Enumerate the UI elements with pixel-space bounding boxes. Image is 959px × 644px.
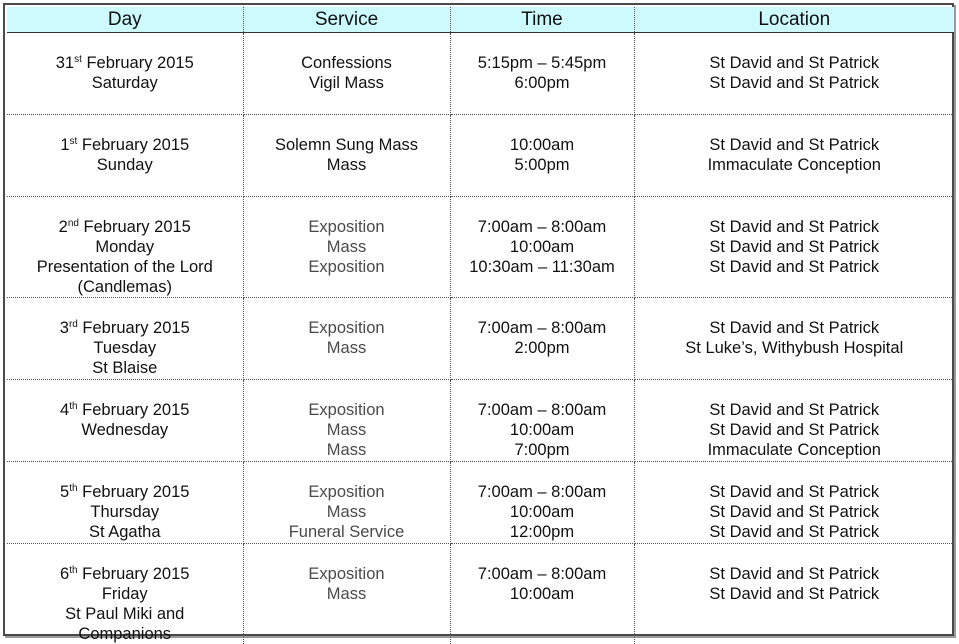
date-ordinal-suffix: nd — [68, 218, 79, 229]
day-cell — [7, 115, 243, 197]
location-cell — [634, 298, 954, 380]
time-text: 7:00am – 8:00am — [453, 482, 632, 502]
date-month-year: February 2015 — [78, 319, 190, 337]
day-cell — [7, 197, 243, 298]
feast-text: Presentation of the Lord — [9, 257, 241, 277]
day-cell — [7, 298, 243, 380]
date-number: 1 — [60, 136, 69, 154]
location-text: St David and St Patrick — [637, 420, 953, 440]
time-text: 10:00am — [453, 584, 632, 604]
service-text: Mass — [246, 338, 448, 358]
location-text: St David and St Patrick — [637, 522, 953, 542]
time-cell — [450, 544, 634, 644]
time-text: 7:00am – 8:00am — [453, 400, 632, 420]
time-text: 2:00pm — [453, 338, 632, 358]
date-text — [9, 217, 241, 237]
date-number: 6 — [60, 565, 69, 583]
header-day: Day — [7, 7, 243, 33]
service-text: Mass — [246, 440, 448, 460]
schedule-body — [7, 33, 954, 644]
date-month-year: February 2015 — [79, 218, 191, 236]
date-ordinal-suffix: rd — [69, 319, 78, 330]
time-text: 10:00am — [453, 420, 632, 440]
service-text: Mass — [246, 584, 448, 604]
location-cell — [634, 33, 954, 115]
date-text — [9, 53, 241, 73]
service-cell — [243, 298, 450, 380]
date-number: 5 — [60, 483, 69, 501]
schedule-frame — [3, 3, 954, 636]
location-text: St David and St Patrick — [637, 237, 953, 257]
header-row — [7, 7, 954, 33]
weekday-text: Tuesday — [9, 338, 241, 358]
service-cell — [243, 544, 450, 644]
date-number: 31 — [56, 54, 74, 72]
time-text: 5:15pm – 5:45pm — [453, 53, 632, 73]
time-text: 7:00pm — [453, 440, 632, 460]
service-text: Exposition — [246, 564, 448, 584]
day-cell — [7, 462, 243, 544]
header-service: Service — [243, 7, 450, 33]
location-cell — [634, 197, 954, 298]
service-text: Exposition — [246, 482, 448, 502]
date-text — [9, 482, 241, 502]
service-text: Exposition — [246, 217, 448, 237]
date-ordinal-suffix: th — [69, 401, 77, 412]
time-text: 10:00am — [453, 502, 632, 522]
date-month-year: February 2015 — [77, 136, 189, 154]
feast-text: Companions — [9, 624, 241, 644]
table-row — [7, 298, 954, 380]
service-text: Vigil Mass — [246, 73, 448, 93]
service-text: Funeral Service — [246, 522, 448, 542]
day-cell — [7, 380, 243, 462]
service-text: Solemn Sung Mass — [246, 135, 448, 155]
feast-text: (Candlemas) — [9, 277, 241, 297]
service-text: Mass — [246, 502, 448, 522]
feast-text: St Agatha — [9, 522, 241, 542]
date-number: 3 — [60, 319, 69, 337]
service-text: Exposition — [246, 257, 448, 277]
date-ordinal-suffix: th — [69, 565, 77, 576]
weekday-text: Monday — [9, 237, 241, 257]
table-row — [7, 33, 954, 115]
time-cell — [450, 197, 634, 298]
service-text: Mass — [246, 237, 448, 257]
location-text: St David and St Patrick — [637, 257, 953, 277]
time-cell — [450, 115, 634, 197]
date-ordinal-suffix: st — [74, 54, 82, 65]
date-month-year: February 2015 — [78, 401, 190, 419]
location-text: St David and St Patrick — [637, 400, 953, 420]
weekday-text: Thursday — [9, 502, 241, 522]
location-text: St David and St Patrick — [637, 584, 953, 604]
location-text: St Luke’s, Withybush Hospital — [637, 338, 953, 358]
feast-text: St Blaise — [9, 358, 241, 378]
location-cell — [634, 380, 954, 462]
location-text: St David and St Patrick — [637, 482, 953, 502]
location-text: St David and St Patrick — [637, 73, 953, 93]
location-text: Immaculate Conception — [637, 155, 953, 175]
location-cell — [634, 462, 954, 544]
time-text: 6:00pm — [453, 73, 632, 93]
header-time: Time — [450, 7, 634, 33]
location-cell — [634, 115, 954, 197]
day-cell — [7, 544, 243, 644]
time-text: 7:00am – 8:00am — [453, 564, 632, 584]
service-cell — [243, 380, 450, 462]
date-text — [9, 400, 241, 420]
date-text — [9, 135, 241, 155]
date-month-year: February 2015 — [78, 565, 190, 583]
service-cell — [243, 115, 450, 197]
date-number: 4 — [60, 401, 69, 419]
table-row — [7, 380, 954, 462]
time-cell — [450, 380, 634, 462]
time-text: 12:00pm — [453, 522, 632, 542]
service-cell — [243, 33, 450, 115]
header-location: Location — [634, 7, 954, 33]
date-month-year: February 2015 — [78, 483, 190, 501]
service-text: Mass — [246, 420, 448, 440]
service-text: Mass — [246, 155, 448, 175]
time-cell — [450, 298, 634, 380]
feast-text: St Paul Miki and — [9, 604, 241, 624]
time-text: 10:00am — [453, 237, 632, 257]
service-text: Confessions — [246, 53, 448, 73]
location-text: Immaculate Conception — [637, 440, 953, 460]
time-cell — [450, 462, 634, 544]
location-text: St David and St Patrick — [637, 564, 953, 584]
weekday-text: Sunday — [9, 155, 241, 175]
mass-schedule-table — [7, 7, 954, 644]
time-text: 10:00am — [453, 135, 632, 155]
location-text: St David and St Patrick — [637, 53, 953, 73]
table-row — [7, 462, 954, 544]
table-row — [7, 544, 954, 644]
weekday-text: Saturday — [9, 73, 241, 93]
location-text: St David and St Patrick — [637, 502, 953, 522]
weekday-text: Friday — [9, 584, 241, 604]
date-number: 2 — [59, 218, 68, 236]
service-cell — [243, 197, 450, 298]
date-month-year: February 2015 — [82, 54, 194, 72]
location-text: St David and St Patrick — [637, 135, 953, 155]
date-text — [9, 318, 241, 338]
time-text: 7:00am – 8:00am — [453, 318, 632, 338]
location-cell — [634, 544, 954, 644]
service-text: Exposition — [246, 318, 448, 338]
table-row — [7, 197, 954, 298]
date-ordinal-suffix: st — [70, 136, 78, 147]
time-text: 10:30am – 11:30am — [453, 257, 632, 277]
date-text — [9, 564, 241, 584]
time-cell — [450, 33, 634, 115]
time-text: 7:00am – 8:00am — [453, 217, 632, 237]
location-text: St David and St Patrick — [637, 217, 953, 237]
service-cell — [243, 462, 450, 544]
table-row — [7, 115, 954, 197]
date-ordinal-suffix: th — [69, 483, 77, 494]
weekday-text: Wednesday — [9, 420, 241, 440]
service-text: Exposition — [246, 400, 448, 420]
day-cell — [7, 33, 243, 115]
location-text: St David and St Patrick — [637, 318, 953, 338]
time-text: 5:00pm — [453, 155, 632, 175]
